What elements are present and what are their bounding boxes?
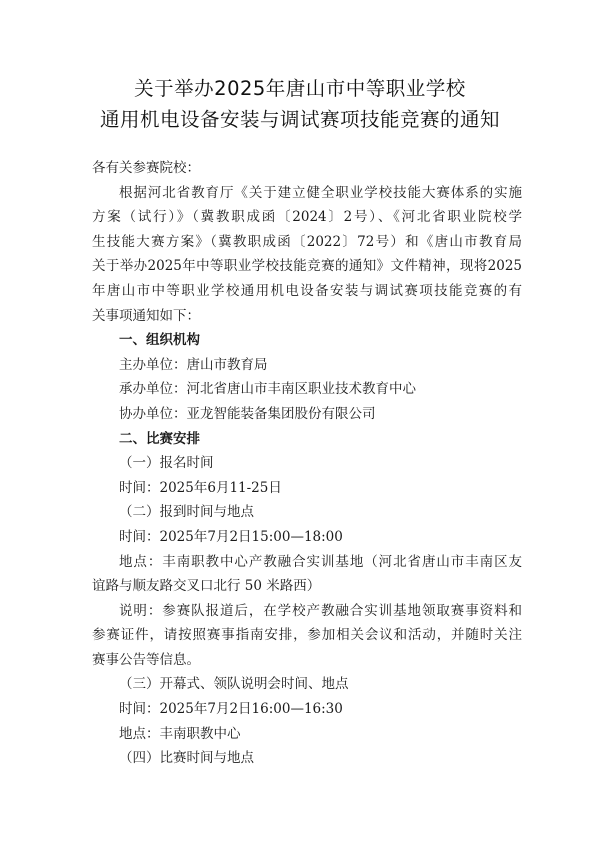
co-organizer-unit: 协办单位：亚龙智能装备集团股份有限公司 [119, 405, 376, 422]
salutation: 各有关参赛院校： [92, 160, 200, 176]
checkin-location-line: 谊路与顺友路交叉口北行 50 米路西） [92, 578, 321, 595]
intro-line: 关事项通知如下： [92, 307, 200, 324]
intro-line: 方案（试行）》（冀教职成函〔2024〕2号）、《河北省职业院校学 [92, 209, 522, 226]
checkin-location-line: 地点：丰南职教中心产教融合实训基地（河北省唐山市丰南区友 [119, 553, 522, 570]
document-body [92, 156, 522, 771]
checkin-location [92, 550, 522, 599]
opening-location: 地点：丰南职教中心 [119, 725, 241, 742]
intro-line: 年唐山市中等职业学校通用机电设备安装与调试赛项技能竞赛的有 [92, 282, 522, 299]
intro-line: 关于举办2025年中等职业学校技能竞赛的通知》文件精神，现将2025 [92, 258, 522, 275]
host-unit: 主办单位：唐山市教育局 [119, 356, 268, 373]
intro-paragraph [92, 181, 522, 329]
section-heading-organization: 一、组织机构 [119, 332, 200, 349]
checkin-note-line: 参赛证件，请按照赛事指南安排，参加相关会议和活动，并随时关注 [92, 627, 522, 644]
checkin-note-line: 赛事公告等信息。 [92, 651, 200, 668]
checkin-time: 时间：2025年7月2日15:00—18:00 [119, 528, 343, 545]
organizer-unit: 承办单位：河北省唐山市丰南区职业技术教育中心 [119, 381, 416, 398]
opening-time: 时间：2025年7月2日16:00—16:30 [119, 701, 343, 718]
intro-line: 生技能大赛方案》（冀教职成函〔2022〕72号）和《唐山市教育局 [92, 233, 522, 250]
registration-time: 时间：2025年6月11-25日 [119, 479, 282, 496]
document-title-line-1: 关于举办2025年唐山市中等职业学校 [134, 77, 466, 100]
subsection-opening-title: （三）开幕式、领队说明会时间、地点 [119, 676, 349, 693]
checkin-note-line: 说明：参赛队报道后，在学校产教融合实训基地领取赛事资料和 [119, 602, 522, 619]
section-heading-schedule: 二、比赛安排 [119, 430, 200, 447]
subsection-checkin-title: （二）报到时间与地点 [119, 504, 254, 521]
subsection-registration-title: （一）报名时间 [119, 455, 214, 472]
subsection-competition-title: （四）比赛时间与地点 [119, 750, 254, 767]
checkin-note [92, 599, 522, 673]
document-title-line-2: 通用机电设备安装与调试赛项技能竞赛的通知 [99, 108, 500, 131]
intro-line: 根据河北省教育厅《关于建立健全职业学校技能大赛体系的实施 [119, 184, 522, 201]
